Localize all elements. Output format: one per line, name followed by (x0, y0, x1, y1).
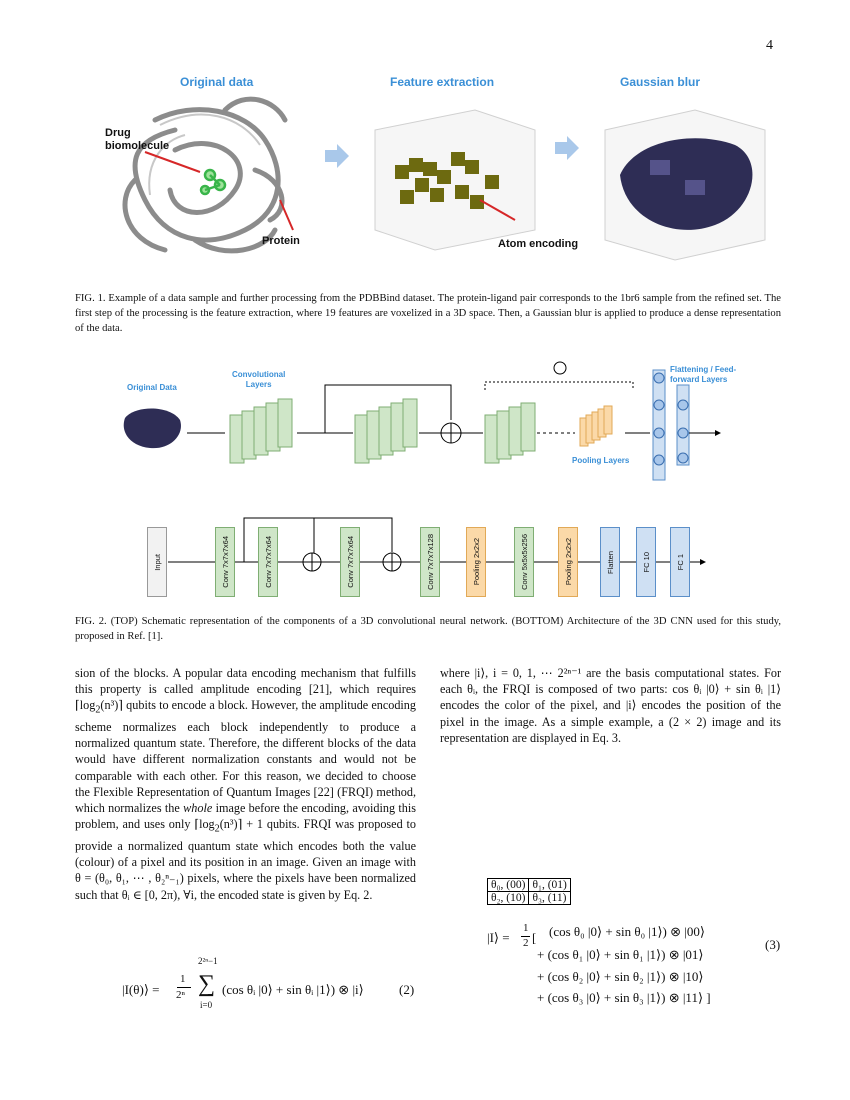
frqi-table-wrap (487, 878, 571, 905)
drug-label: Drug biomolecule (105, 127, 170, 152)
fig1-graphic (75, 90, 785, 270)
block-conv1: Conv 7x7x7x64 (215, 527, 235, 597)
block-conv3: Conv 7x7x7x64 (340, 527, 360, 597)
label-ff-layers: Flattening / Feed- forward Layers (670, 365, 737, 384)
block-conv2: Conv 7x7x7x64 (258, 527, 278, 597)
page-number: 4 (766, 38, 773, 53)
block-flatten: Flatten (600, 527, 620, 597)
block-pool2: Pooling 2x2x2 (558, 527, 578, 597)
block-fc1: FC 1 (670, 527, 690, 597)
drug-molecule (201, 170, 225, 194)
equation-2: |I(θ)⟩ = 1 2ⁿ 2²ⁿ−1 ∑ i=0 (cos θᵢ |0⟩ + sin θᵢ |1⟩) ⊗ |i⟩ (2) (122, 956, 415, 1010)
atom-encoding-label: Atom encoding (498, 238, 579, 250)
label-conv-layers: Convolutional Layers (232, 370, 286, 389)
block-pool1: Pooling 2x2x2 (466, 527, 486, 597)
fig2-caption: FIG. 2. (TOP) Schematic representation of the components of a 3D convolutional neural network. (BOTTOM) Architecture of the 3D CNN used for this study, proposed in Ref. [1]. (75, 616, 781, 642)
right-column-text: where |i⟩, i = 0, 1, ⋯ 2²ⁿ⁻¹ are the basis computational states. For each θᵢ, the FRQI is composed of two parts: cos θᵢ |0⟩ + sin θᵢ |1⟩ encodes the color of the pixel, and |i⟩ encodes the position of the pixel in the image. As a simple example, a (2 × 2) image and its representation are displayed in Eq. 3. (440, 666, 781, 745)
fig1-title-feature: Feature extraction (390, 75, 495, 89)
protein-label: Protein (262, 235, 300, 247)
equation-3: |I⟩ = 1 2 [ (cos θ₀ |0⟩ + sin θ₀ |1⟩) ⊗ |00⟩ + (cos θ₁ |0⟩ + sin θ₁ |1⟩) ⊗ |01⟩ + (cos θ₂ |0⟩ + sin θ₂ |1⟩) ⊗ |10⟩ + (cos θ₃ |0⟩ + sin θ₃ |1⟩) ⊗ |11⟩ ] (3) (487, 922, 781, 1005)
block-input: Input (147, 527, 167, 597)
label-original-data: Original Data (127, 383, 177, 392)
fig1-title-blur: Gaussian blur (620, 75, 701, 89)
block-conv4: Conv 7x7x7x128 (420, 527, 440, 597)
frqi-table: θ₀, (00) θ₁, (01) θ₂, (10) θ₃, (11) (487, 878, 571, 905)
fig1-caption: FIG. 1. Example of a data sample and further processing from the PDBBind dataset. The protein-ligand pair corresponds to the 1br6 sample from the refined set. The first step of the processing is the feature extraction, where 19 features are voxelized in a 3D space. Then, a Gaussian blur is applied to produce a dense representation of the data. (75, 293, 781, 334)
fig1-title-original: Original data (180, 75, 254, 89)
block-conv5: Conv 5x5x5x256 (514, 527, 534, 597)
left-column-text: sion of the blocks. A popular data encoding mechanism that fulfills this property is called amplitude encoding [21], which requires $⌈\log_2(n^3)⌉$ qubits to encode a block. However, the amplitude encoding scheme normalizes each block independently to produce a normalized quantum state. Therefore, the different blocks of the data would have different normalization constants and would not be comparable with each other. For this reason, we decided to choose the Flexible Representation of Quantum Images [22] (FRQI) method, which normalizes the whole image before the encoding, avoiding this problem, and uses only $⌈\log_2(n^3)⌉ + 1$ qubits. FRQI was proposed to provide a normalized quantum state which encodes both the value (colour) of a pixel and its position in an image. Given an image with θ = (θ₀, θ₁, ⋯ , θ₂ⁿ₋₁) pixels, where the pixels have been normalized such that θᵢ ∈ [0, 2π), ∀i, the encoded state is given by Eq. 2. (75, 666, 417, 902)
label-pooling-layers: Pooling Layers (572, 456, 630, 465)
block-fc10: FC 10 (636, 527, 656, 597)
